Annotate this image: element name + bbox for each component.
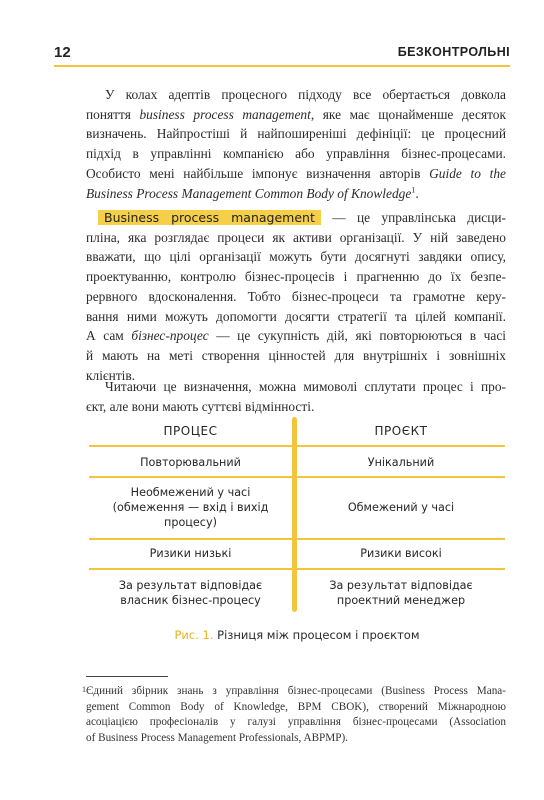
highlighted-term: Business process management [98,210,321,225]
p1-line-4: підхід в управлінні компанією або управління бізнес-процесами. [86,146,506,162]
p2-line-9: клієнтів. [86,367,136,383]
p3-line-2: єкт, але вони мають суттєві відмінності. [86,398,315,414]
cell-project-4: За результат відповідає проектний менеджер [329,579,473,607]
p2-line-4: проектуванню, контролю бізнес-процесів і прагненню до їх безпе- [86,269,506,285]
p1-line-6: Business Process Management Common Body of Knowledge$^1$. [86,185,419,201]
p2-line-3: вважати, що цілі організації можуть бути досягнуті завдяки опису, [86,249,506,265]
p2-line-6: вання ними можуть допомогти досягти стратегії та цілей компанії. [86,308,506,324]
cell-process-3: Ризики низькі [149,547,232,560]
p2-line-7: А сам бізнес-процес — це сукупність дій, які повторюються в часі [86,328,506,344]
figure-label: Рис. 1. [174,628,214,642]
cell-process-4: За результат відповідає власник бізнес-процесу [118,579,263,607]
footnote-ref[interactable]: 1 [411,185,416,195]
footnote-line-2: gement Common Body of Knowledge, BPM CBOK), створений Міжнародною [86,700,506,713]
footnote-line-4: of Business Process Management Professionals, ABPMP). [86,731,348,744]
cell-project-2: Обмежений у часі [347,501,455,514]
table-rule [89,538,505,540]
cell-project-3: Ризики високі [360,547,442,560]
comparison-table [89,417,505,612]
figure-caption-text: Різниця між процесом і проєктом [213,628,420,642]
footnote-marker: 1 [82,685,86,694]
p1-line-3: визначень. Найпростіші й найпоширеніші дефініції: це процесний [86,126,506,142]
p3-line-1: Читаючи це визначення, можна мимоволі сплутати процес і про- [105,379,506,394]
paragraph-1 [86,85,506,203]
footnote [82,684,506,746]
table-rule [89,568,505,570]
figure-caption [89,628,505,642]
page-header [54,44,510,64]
footnote-line-1: Єдиний збірник знань з управління бізнес-процесами (Business Process Mana- [86,685,506,697]
cell-process-2: Необмежений у часі (обмеження — вхід і вихід процесу) [112,486,269,529]
footnote-rule [86,676,168,677]
cell-process-1: Повторювальний [140,456,241,469]
running-title: БЕЗКОНТРОЛЬНІ [397,45,510,59]
page-number: 12 [54,44,71,61]
header-rule [54,65,510,67]
paragraph-3 [86,377,506,416]
p2-line-5: рервного вдосконалення. Тобто бізнес-процеси та грамотне керу- [86,288,506,304]
p2-line-8: й мають на меті створення цінностей для внутрішніх і зовнішніх [86,347,506,363]
table-rule [89,445,505,447]
p1-line-5: Особисто мені найбільше імпонує визначення авторів Guide to the [86,165,506,181]
cell-project-1: Унікальний [367,456,435,469]
p2-line-2: пліна, яка розглядає процеси як активи організації. У ній заведено [86,229,506,245]
header-process: ПРОЦЕС [163,424,218,438]
p2-line-1: Business process management — це управлінська дисци- [86,208,506,228]
paragraph-2 [86,208,506,385]
footnote-line-3: асоціацією професіоналів у галузі управління бізнес-процесами (Association [86,716,506,729]
p1-line-2: поняття business process management, яке має щонайменше десяток [86,106,506,122]
table-rule [89,476,505,478]
p1-line-1: У колах адептів процесного підходу все обертається довкола [105,87,506,102]
header-project: ПРОЄКТ [374,424,428,438]
